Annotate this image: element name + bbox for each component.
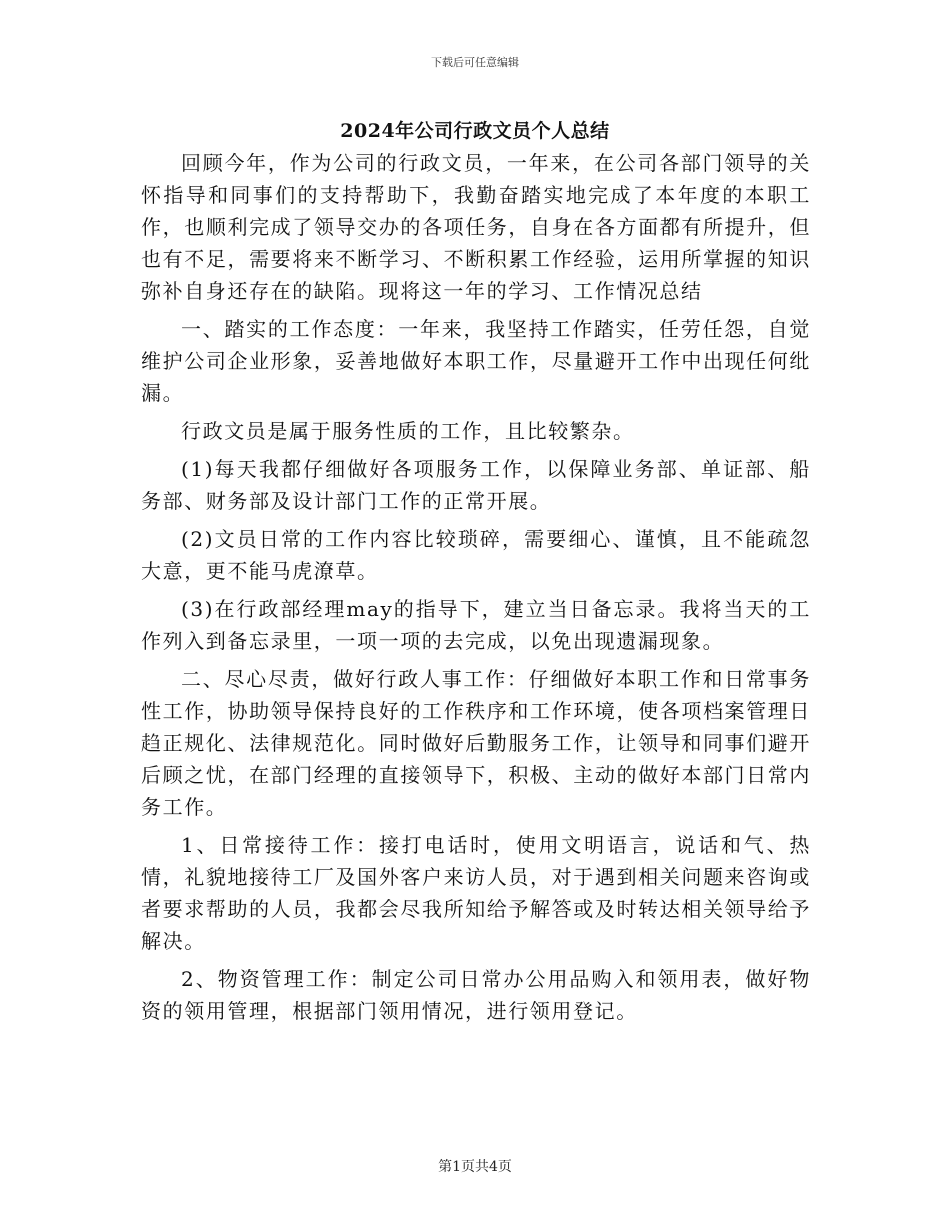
paragraph: (1)每天我都仔细做好各项服务工作，以保障业务部、单证部、船务部、财务部及设计部门工作的正常开展。 — [141, 457, 811, 513]
document-body — [141, 147, 811, 1033]
header-note: 下载后可任意编辑 — [431, 56, 519, 69]
paragraph: 2、物资管理工作：制定公司日常办公用品购入和领用表，做好物资的领用管理，根据部门领用情况，进行领用登记。 — [141, 967, 811, 1023]
paragraph: 一、踏实的工作态度：一年来，我坚持工作踏实，任劳任怨，自觉维护公司企业形象，妥善地做好本职工作，尽量避开工作中出现任何纰漏。 — [141, 317, 811, 405]
paragraph: 行政文员是属于服务性质的工作，且比较繁杂。 — [181, 419, 635, 443]
paragraph: 1、日常接待工作：接打电话时，使用文明语言，说话和气、热情，礼貌地接待工厂及国外客户来访人员，对于遇到相关问题来咨询或者要求帮助的人员，我都会尽我所知给予解答或及时转达相关领导给予解决。 — [141, 833, 811, 953]
paragraph: 二、尽心尽责，做好行政人事工作：仔细做好本职工作和日常事务性工作，协助领导保持良好的工作秩序和工作环境，使各项档案管理日趋正规化、法律规范化。同时做好后勤服务工作，让领导和同事们避开后顾之忧，在部门经理的直接领导下，积极、主动的做好本部门日常内务工作。 — [141, 667, 811, 819]
document-title: 2024年公司行政文员个人总结 — [340, 120, 610, 142]
paragraph: (3)在行政部经理may的指导下，建立当日备忘录。我将当天的工作列入到备忘录里，一项一项的去完成，以免出现遗漏现象。 — [141, 597, 811, 653]
paragraph: (2)文员日常的工作内容比较琐碎，需要细心、谨慎，且不能疏忽大意，更不能马虎潦草。 — [141, 527, 811, 583]
paragraph: 回顾今年，作为公司的行政文员，一年来，在公司各部门领导的关怀指导和同事们的支持帮助下，我勤奋踏实地完成了本年度的本职工作，也顺利完成了领导交办的各项任务，自身在各方面都有所提升，但也有不足，需要将来不断学习、不断积累工作经验，运用所掌握的知识弥补自身还存在的缺陷。现将这一年的学习、工作情况总结 — [141, 151, 811, 303]
page-number: 第1页共4页 — [438, 1159, 512, 1175]
